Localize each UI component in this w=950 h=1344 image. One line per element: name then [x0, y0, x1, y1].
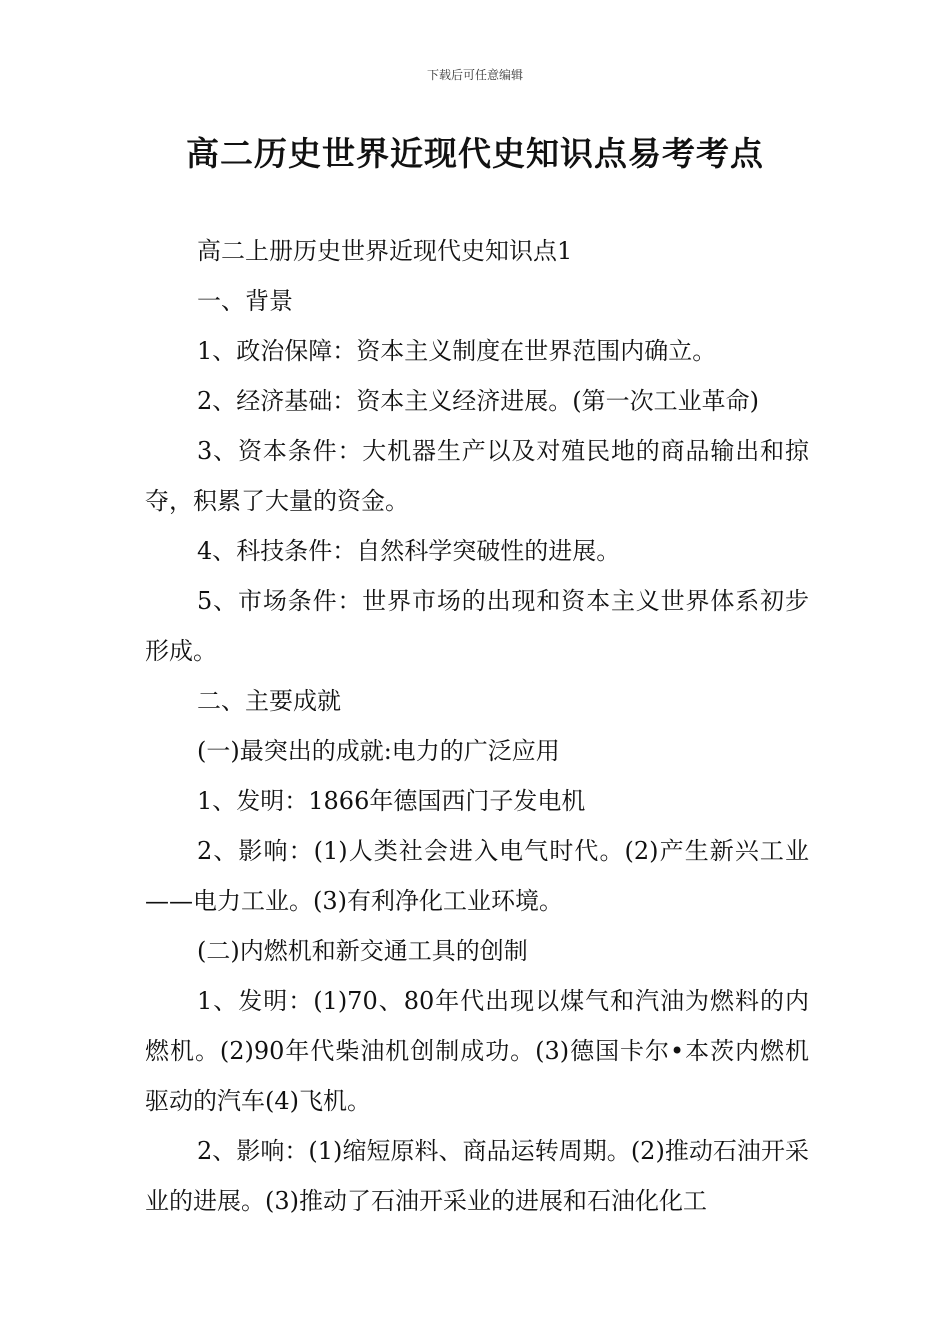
header-note: 下载后可任意编辑	[426, 68, 523, 82]
paragraph: 一、背景	[197, 287, 293, 315]
paragraph: (二)内燃机和新交通工具的创制	[197, 937, 528, 965]
paragraph: 1、政治保障：资本主义制度在世界范围内确立。	[197, 337, 717, 365]
paragraph: 5、市场条件：世界市场的出现和资本主义世界体系初步形成。	[145, 587, 809, 665]
paragraph: 3、资本条件：大机器生产以及对殖民地的商品输出和掠夺，积累了大量的资金。	[145, 437, 809, 515]
paragraph: 高二上册历史世界近现代史知识点1	[197, 237, 573, 265]
paragraph: 4、科技条件：自然科学突破性的进展。	[197, 537, 621, 565]
paragraph: 2、影响：(1)人类社会进入电气时代。(2)产生新兴工业——电力工业。(3)有利净化工业环境。	[145, 837, 809, 915]
paragraph: 1、发明：(1)70、80年代出现以煤气和汽油为燃料的内燃机。(2)90年代柴油机创制成功。(3)德国卡尔•本茨内燃机驱动的汽车(4)飞机。	[145, 987, 809, 1115]
paragraph: (一)最突出的成就:电力的广泛应用	[197, 737, 560, 765]
paragraph: 1、发明：1866年德国西门子发电机	[197, 787, 586, 815]
paragraph: 二、主要成就	[197, 687, 341, 715]
paragraph: 2、影响：(1)缩短原料、商品运转周期。(2)推动石油开采业的进展。(3)推动了石油开采业的进展和石油化化工	[145, 1137, 809, 1215]
document-body	[145, 226, 809, 1226]
paragraph: 2、经济基础：资本主义经济进展。(第一次工业革命)	[197, 387, 759, 415]
document-title: 高二历史世界近现代史知识点易考考点	[186, 134, 764, 173]
